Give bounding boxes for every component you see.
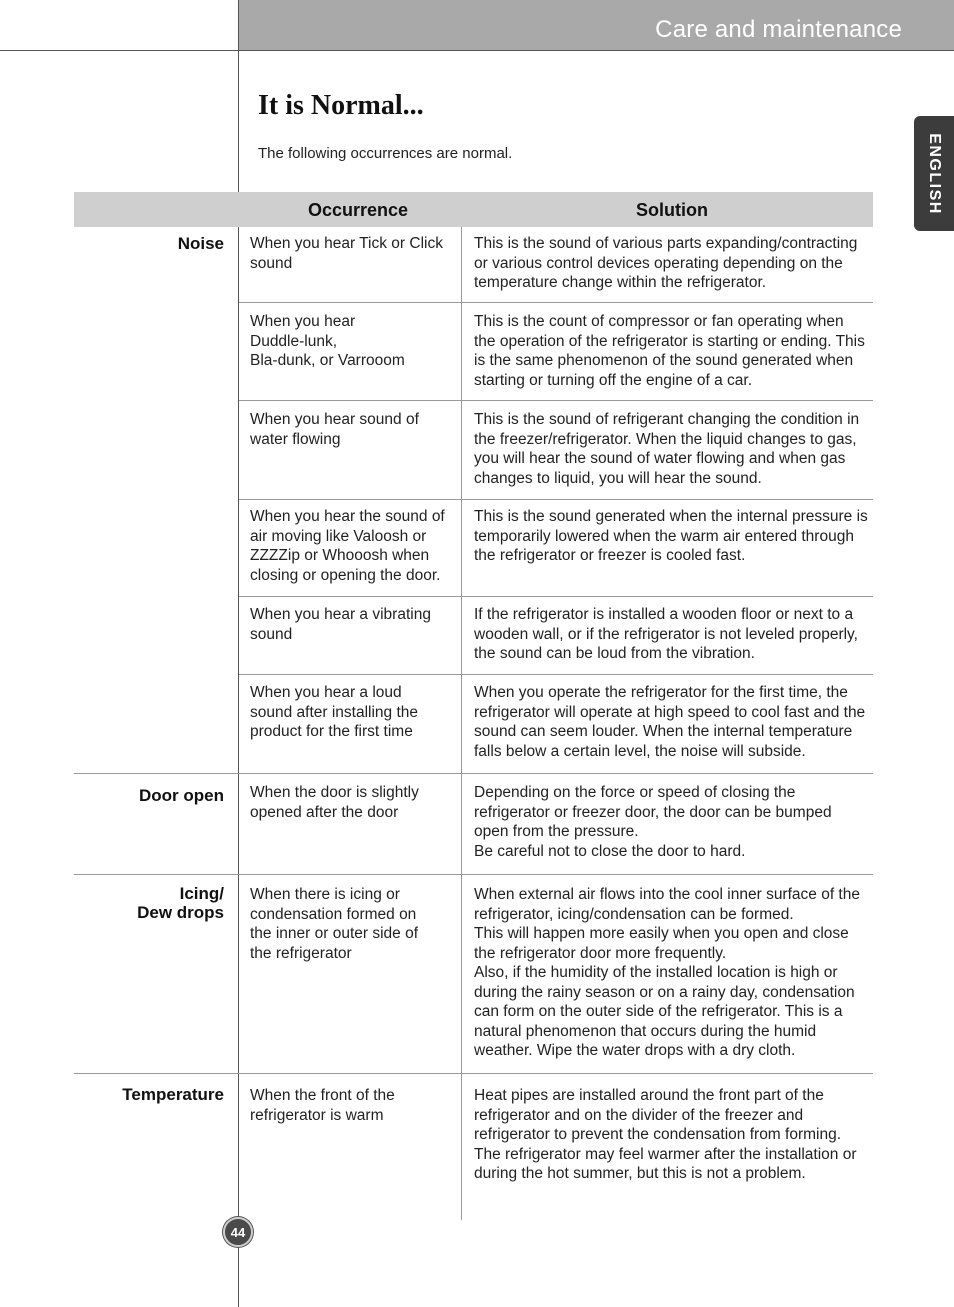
occurrence-cell: [250, 885, 456, 963]
solution-cell: [474, 683, 884, 761]
row-divider: [239, 596, 873, 597]
occurrence-line: Duddle-lunk,: [250, 332, 338, 350]
header-rule: [0, 50, 954, 51]
occurrence-cell: [250, 683, 456, 742]
solution-line: This is the sound of various parts expanding/contracting: [474, 235, 858, 252]
solution-line: refrigerator to prevent the condensation from forming.: [474, 1126, 842, 1143]
occurrence-cell: [250, 507, 456, 585]
occurrence-line: When there is icing or: [250, 886, 400, 903]
solution-line: can form on the outer side of the refrigerator. This is a: [474, 1003, 843, 1020]
solution-line: you will hear the sound of water flowing and when gas: [474, 450, 846, 467]
solution-cell: [474, 605, 884, 664]
solution-line: Heat pipes are installed around the front part of the: [474, 1087, 824, 1104]
solution-cell: [474, 783, 884, 861]
solution-cell: [474, 885, 884, 1061]
category-line: Dew drops: [137, 903, 224, 922]
solution-line: the sound can be loud from the vibration.: [474, 645, 755, 662]
category-label: [74, 234, 224, 253]
category-line: Icing/: [179, 884, 224, 903]
occurrence-line: the inner or outer side of: [250, 925, 419, 942]
occurrence-line: water flowing: [250, 430, 341, 448]
occurrence-cell: [250, 234, 456, 273]
solution-line: wooden wall, or if the refrigerator is not leveled properly,: [474, 625, 858, 643]
occurrence-cell: [250, 783, 456, 822]
solution-line: temperature change within the refrigerator.: [474, 274, 767, 291]
row-divider: [74, 874, 873, 875]
category-line: Temperature: [122, 1085, 224, 1104]
row-divider: [239, 400, 873, 401]
occurrence-line: the refrigerator: [250, 944, 352, 962]
page-number: 44: [223, 1217, 253, 1247]
row-divider: [239, 674, 873, 675]
occurrence-line: When the door is slightly: [250, 784, 419, 801]
solution-line: This will happen more easily when you open and close: [474, 925, 849, 942]
solution-cell: [474, 312, 884, 390]
solution-line: refrigerator will operate at high speed to cool fast and the: [474, 703, 866, 721]
header-occurrence: Occurrence: [307, 200, 409, 220]
solution-line: falls below a certain level, the noise will subside.: [474, 742, 806, 760]
category-label: [74, 884, 224, 922]
occurrence-line: When you hear sound of: [250, 411, 419, 428]
occurrence-line: When the front of the: [250, 1087, 395, 1104]
solution-line: If the refrigerator is installed a wooden floor or next to a: [474, 606, 854, 623]
solution-line: refrigerator and on the divider of the freezer and: [474, 1106, 804, 1124]
row-divider: [239, 302, 873, 303]
occurrence-line: opened after the door: [250, 803, 399, 821]
solution-line: refrigerator, icing/condensation can be formed.: [474, 905, 794, 923]
occurrence-line: air moving like Valoosh or: [250, 527, 427, 545]
occurrence-line: ZZZZip or Whooosh when: [250, 547, 430, 564]
solution-line: during the hot summer, but this is not a problem.: [474, 1165, 806, 1182]
solution-line: Be careful not to close the door to hard.: [474, 842, 746, 860]
occurrence-line: closing or opening the door.: [250, 566, 441, 584]
solution-line: during the rainy season or on a rainy day, condensation: [474, 983, 855, 1001]
page-title: It is Normal...: [258, 90, 424, 121]
row-divider: [74, 1073, 873, 1074]
solution-line: the refrigerator or freezer is cooled fast.: [474, 547, 746, 564]
header-solution: Solution: [636, 200, 708, 220]
occurrence-cell: [250, 1086, 456, 1125]
occurrence-line: When you hear a loud: [250, 684, 402, 701]
occurrence-line: When you hear: [250, 313, 356, 330]
solution-cell: [474, 507, 884, 566]
category-label: [74, 1085, 224, 1104]
solution-line: This is the sound of refrigerant changing the condition in: [474, 411, 860, 428]
solution-cell: [474, 410, 884, 488]
solution-line: starting or turning off the engine of a car.: [474, 371, 753, 389]
solution-line: the operation of the refrigerator is starting or ending. This: [474, 332, 865, 350]
occurrence-line: sound: [250, 625, 293, 643]
occurrence-line: When you hear the sound of: [250, 508, 445, 525]
occurrence-line: Bla-dunk, or Varrooom: [250, 352, 405, 369]
solution-cell: [474, 1086, 884, 1184]
solution-line: The refrigerator may feel warmer after the installation or: [474, 1145, 857, 1163]
solution-line: is the same phenomenon of the sound generated when: [474, 352, 854, 369]
row-divider: [239, 499, 873, 500]
solution-line: natural phenomenon that occurs during the humid: [474, 1022, 817, 1040]
occurrence-cell: [250, 312, 456, 371]
language-tab-label: ENGLISH: [926, 132, 943, 215]
category-line: Door open: [139, 786, 224, 805]
occurrence-line: sound after installing the: [250, 703, 419, 721]
solution-line: temporarily lowered when the warm air entered through: [474, 527, 854, 545]
occurrence-line: When you hear a vibrating: [250, 606, 431, 623]
solution-line: When you operate the refrigerator for the first time, the: [474, 684, 848, 701]
solution-line: This is the count of compressor or fan operating when: [474, 313, 844, 330]
section-title: Care and maintenance: [655, 16, 902, 43]
solution-line: open from the pressure.: [474, 823, 639, 840]
solution-line: refrigerator or freezer door, the door can be bumped: [474, 803, 832, 821]
category-label: [74, 786, 224, 805]
row-divider: [74, 773, 873, 774]
solution-cell: [474, 234, 884, 293]
solution-line: This is the sound generated when the internal pressure is: [474, 508, 868, 525]
solution-line: weather. Wipe the water drops with a dry cloth.: [474, 1042, 796, 1059]
solution-line: changes to liquid, you will hear the sound.: [474, 469, 762, 487]
language-tab[interactable]: [914, 116, 954, 231]
occurrence-line: product for the first time: [250, 723, 413, 740]
category-line: Noise: [177, 234, 224, 253]
solution-line: Also, if the humidity of the installed location is high or: [474, 964, 838, 981]
table-header: [74, 192, 873, 227]
solution-line: When external air flows into the cool inner surface of the: [474, 886, 860, 903]
intro-text: The following occurrences are normal.: [258, 145, 513, 162]
solution-line: the refrigerator door more frequently.: [474, 944, 727, 962]
solution-line: sound can seem louder. When the internal temperature: [474, 723, 853, 740]
occurrence-line: sound: [250, 254, 293, 272]
occurrence-line: condensation formed on: [250, 905, 417, 923]
solution-line: or various control devices operating depending on the: [474, 254, 843, 272]
occurrence-line: When you hear Tick or Click: [250, 235, 443, 252]
solution-line: Depending on the force or speed of closing the: [474, 784, 796, 801]
occurrence-cell: [250, 410, 456, 449]
occurrence-cell: [250, 605, 456, 644]
solution-line: the freezer/refrigerator. When the liquid changes to gas,: [474, 430, 857, 448]
occurrence-line: refrigerator is warm: [250, 1106, 384, 1124]
header-band: [239, 0, 954, 50]
column-divider: [461, 227, 462, 1220]
